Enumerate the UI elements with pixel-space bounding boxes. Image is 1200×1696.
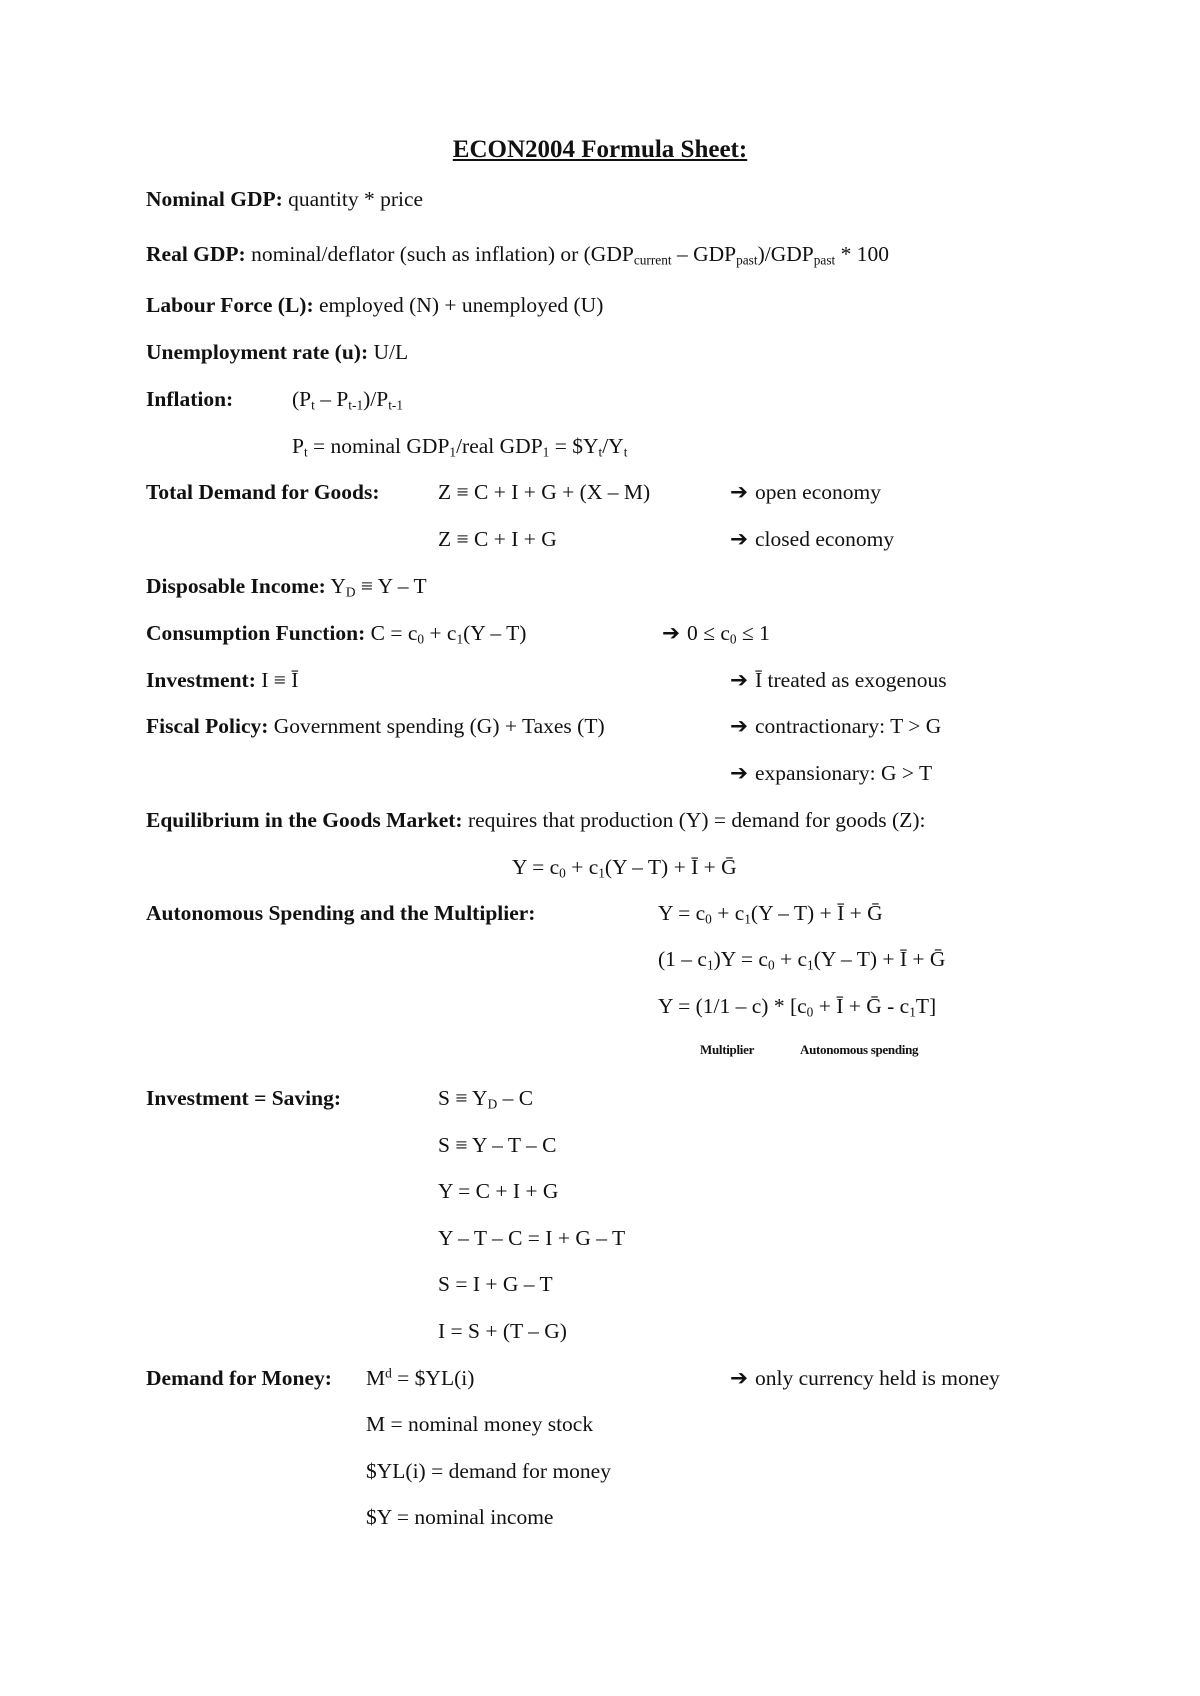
saving-formula-4: Y – T – C = I + G – T (438, 1226, 626, 1250)
right-arrow-icon: ➔ (730, 480, 749, 504)
consumption-line (146, 619, 526, 647)
multiplier-caption: Multiplier (700, 1042, 755, 1057)
demand-money-def-1: M = nominal money stock (366, 1412, 594, 1436)
fiscal-policy-label: Fiscal Policy: (146, 714, 269, 738)
investment-saving-label: Investment = Saving: (146, 1086, 342, 1110)
demand-money-def-3: $Y = nominal income (366, 1505, 554, 1529)
equilibrium-line (146, 806, 925, 834)
total-demand-label: Total Demand for Goods: (146, 480, 380, 504)
right-arrow-icon: ➔ (730, 714, 749, 738)
equilibrium-formula: $Y = c_0 + c_1(Y - T)$ + Ī + Ḡ (512, 855, 737, 881)
saving-formula-2: S ≡ Y – T – C (438, 1133, 557, 1157)
right-arrow-icon: ➔ (730, 761, 749, 785)
inflation-formula-2: $P_t$ = nominal $GDP_1$/real $GDP_1$ = $\$Y_t/Y_t$ (292, 434, 628, 460)
consumption-note: ➔ $0 \le c_0 \le 1$ (662, 621, 770, 647)
unemployment-rate-label: Unemployment rate (u): (146, 340, 369, 364)
real-gdp-line (146, 240, 889, 268)
total-demand-open-note: ➔ open economy (730, 480, 881, 504)
disposable-income-formula: $Y_D \equiv Y - T$ (330, 574, 427, 600)
investment-note: ➔ Ī treated as exogenous (730, 668, 947, 692)
demand-money-def-2: $YL(i) = demand for money (366, 1459, 611, 1483)
demand-money-formula: $M^d$ = $YL(i) (366, 1365, 475, 1390)
saving-formula-1: $S \equiv Y_D - C$ (438, 1086, 534, 1112)
demand-money-note: ➔ only currency held is money (730, 1366, 1000, 1390)
investment-line (146, 666, 298, 694)
nominal-gdp-label: Nominal GDP: (146, 187, 283, 211)
fiscal-policy-line (146, 712, 605, 740)
investment-formula: I ≡ Ī (261, 668, 299, 692)
disposable-income-label: Disposable Income: (146, 574, 326, 598)
fiscal-policy-contractionary: ➔ contractionary: T > G (730, 714, 942, 738)
equilibrium-label: Equilibrium in the Goods Market: (146, 808, 463, 832)
right-arrow-icon: ➔ (730, 527, 749, 551)
nominal-gdp-line (146, 185, 423, 213)
total-demand-open-formula: Z ≡ C + I + G + (X – M) (438, 480, 651, 504)
right-arrow-icon: ➔ (662, 621, 681, 645)
real-gdp-formula: nominal/deflator (such as inflation) or $(GDP_{current} - GDP_{past})/GDP_{past} * 100$ (251, 242, 889, 268)
multiplier-formula-1: $Y = c_0 + c_1(Y - T)$ + Ī + Ḡ (658, 901, 883, 927)
inflation-label: Inflation: (146, 387, 234, 411)
consumption-formula: $C = c_0 + c_1(Y - T)$ (370, 621, 527, 647)
total-demand-closed-formula: Z ≡ C + I + G (438, 527, 557, 551)
saving-formula-3: Y = C + I + G (438, 1179, 559, 1203)
total-demand-closed-note: ➔ closed economy (730, 527, 895, 551)
right-arrow-icon: ➔ (730, 1366, 749, 1390)
unemployment-rate-formula: U/L (373, 340, 409, 364)
disposable-income-line (146, 572, 427, 600)
real-gdp-label: Real GDP: (146, 242, 246, 266)
demand-money-label: Demand for Money: (146, 1366, 332, 1390)
multiplier-formula-2: $(1 - c_1)Y = c_0 + c_1(Y - T)$ + Ī + Ḡ (658, 947, 946, 973)
multiplier-label: Autonomous Spending and the Multiplier: (146, 901, 536, 925)
investment-label: Investment: (146, 668, 256, 692)
equilibrium-text: requires that production (Y) = demand for goods (Z): (467, 808, 926, 832)
saving-formula-5: S = I + G – T (438, 1272, 553, 1296)
autonomous-spending-caption: Autonomous spending (800, 1042, 919, 1057)
labour-force-line (146, 291, 603, 319)
fiscal-policy-expansionary: ➔ expansionary: G > T (730, 761, 933, 785)
saving-formula-6: I = S + (T – G) (438, 1319, 567, 1343)
multiplier-formula-3: $Y = (1/1 - c) * [c_0$ + Ī + Ḡ - $c_1T$] (658, 994, 937, 1020)
unemployment-rate-line (146, 338, 408, 366)
labour-force-label: Labour Force (L): (146, 293, 314, 317)
consumption-label: Consumption Function: (146, 621, 366, 645)
nominal-gdp-formula: quantity * price (288, 187, 424, 211)
inflation-formula-1: $(P_t - P_{t-1})/P_{t-1}$ (292, 387, 404, 413)
fiscal-policy-formula: Government spending (G) + Taxes (T) (273, 714, 605, 738)
right-arrow-icon: ➔ (730, 668, 749, 692)
labour-force-formula: employed (N) + unemployed (U) (318, 293, 604, 317)
page-title: ECON2004 Formula Sheet: (452, 136, 748, 163)
